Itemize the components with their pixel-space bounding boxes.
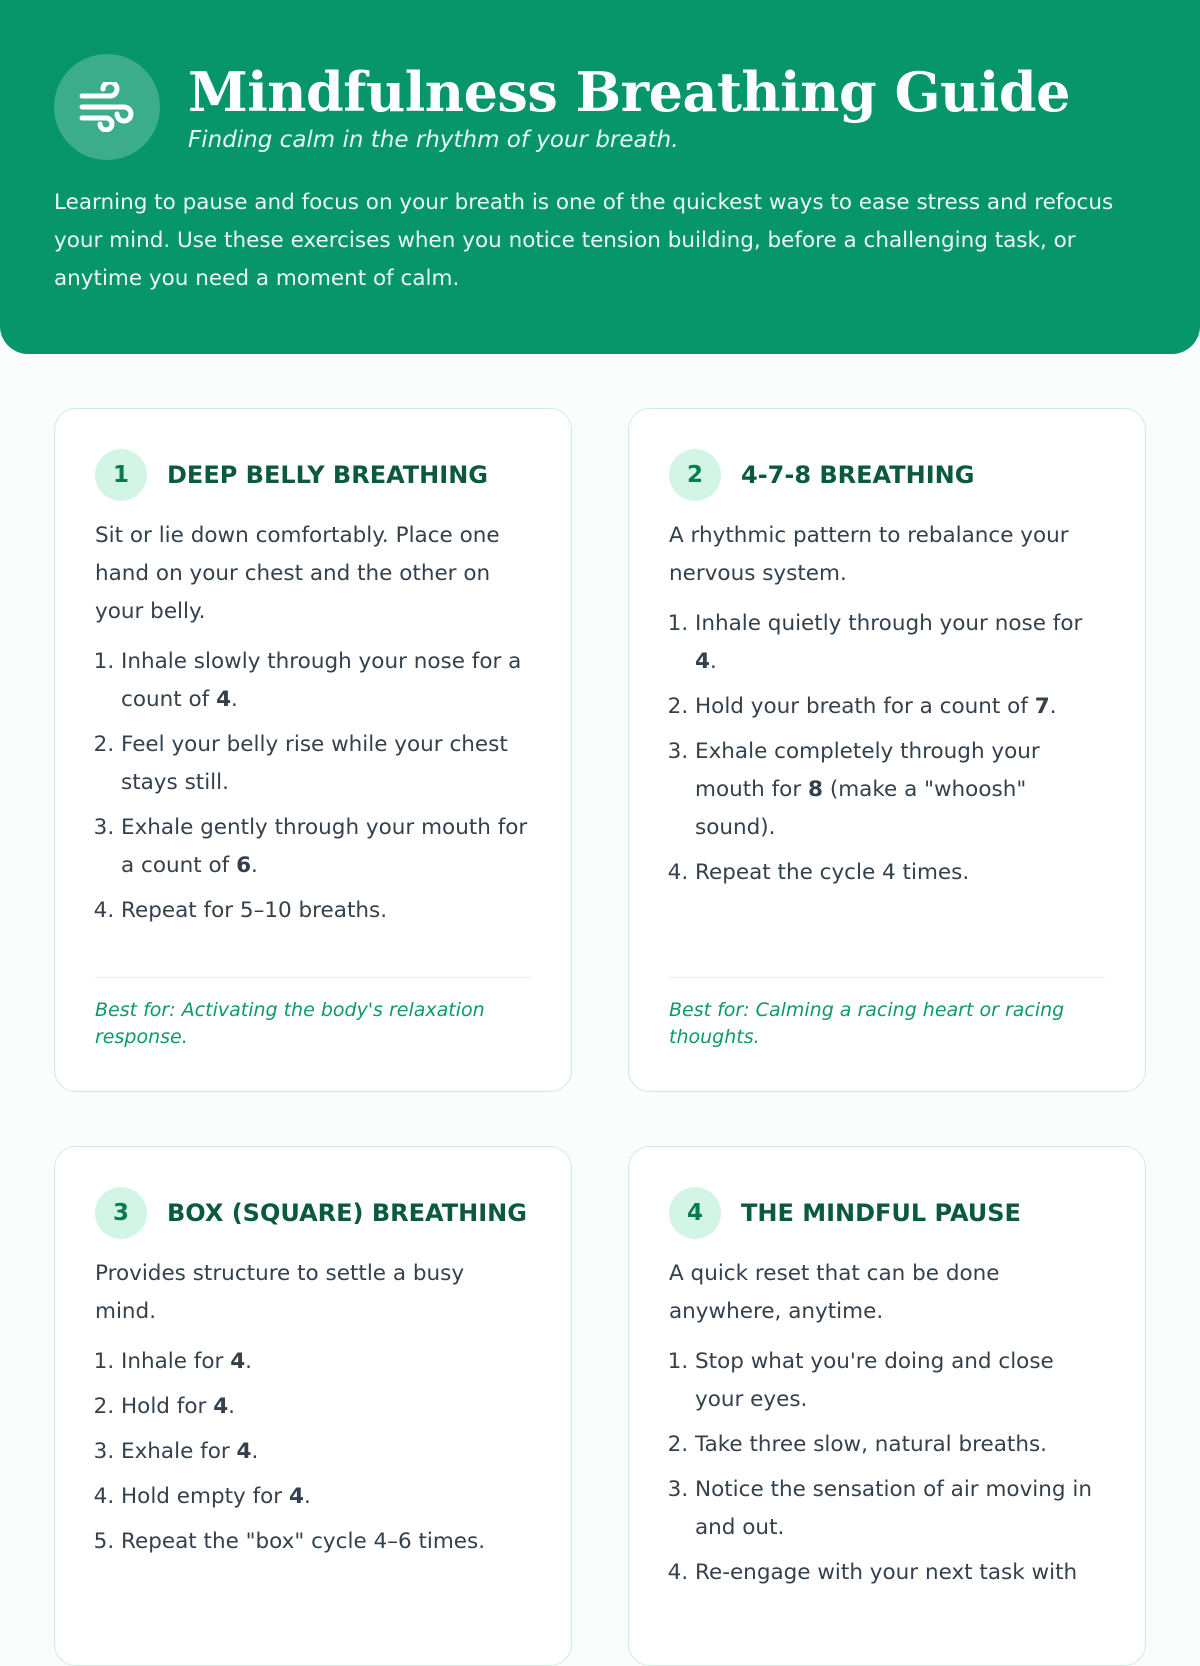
page-header [0,0,1200,354]
step-number-badge: 2 [669,449,721,501]
step-item: 2. Take three slow, natural breaths. [695,1426,1105,1464]
step-item: 5. Repeat the "box" cycle 4–6 times. [121,1523,531,1561]
card-header [669,449,1105,501]
step-count: 4 [288,1484,304,1509]
card-description: Provides structure to settle a busy mind. [95,1261,465,1324]
step-count: 4 [213,1394,229,1419]
step-item: 4. Hold empty for 4. [121,1478,531,1516]
steps-list [669,1343,1105,1592]
exercise-card [54,1146,572,1666]
divider [95,977,531,978]
page-title: Mindfulness Breathing Guide [188,60,1071,124]
card-description: A rhythmic pattern to rebalance your nervous system. [669,523,1069,586]
step-item: 3. Exhale completely through your mouth for 8 (make a "whoosh" sound). [695,733,1105,847]
card-title: 4-7-8 BREATHING [741,461,975,489]
exercise-card [628,1146,1146,1666]
wind-icon [54,54,160,160]
steps-list [95,1343,531,1561]
steps-list [669,605,1105,892]
wind-icon-graphic [76,82,138,132]
step-item: 3. Exhale gently through your mouth for a count of 6. [121,809,531,885]
steps-list [95,643,531,930]
step-count: 7 [1034,694,1050,719]
card-header [95,449,531,501]
card-title: BOX (SQUARE) BREATHING [167,1199,527,1227]
step-item: 2. Feel your belly rise while your chest stays still. [121,726,531,802]
step-item: 3. Exhale for 4. [121,1433,531,1471]
card-title: THE MINDFUL PAUSE [741,1199,1021,1227]
card-header [95,1187,531,1239]
step-number-badge: 4 [669,1187,721,1239]
step-item: 4. Re-engage with your next task with [695,1554,1105,1592]
header-titles [188,60,1070,154]
card-title: DEEP BELLY BREATHING [167,461,488,489]
card-description: A quick reset that can be done anywhere, anytime. [669,1261,1000,1324]
step-item: 2. Hold your breath for a count of 7. [695,688,1105,726]
intro-paragraph: Learning to pause and focus on your breath is one of the quickest ways to ease stress and refocus your mind. Use these exercises when you notice tension building, before a challenging task, or anytime you need a moment of calm. [54,190,1114,291]
step-item: 1. Stop what you're doing and close your eyes. [695,1343,1105,1419]
card-header [669,1187,1105,1239]
header-top [54,54,1146,160]
card-description: Sit or lie down comfortably. Place one hand on your chest and the other on your belly. [95,523,500,624]
step-count: 8 [808,777,823,802]
step-item: 1. Inhale for 4. [121,1343,531,1381]
step-item: 1. Inhale quietly through your nose for 4. [695,605,1105,681]
step-item: 2. Hold for 4. [121,1388,531,1426]
step-count: 6 [236,853,252,878]
step-number-badge: 1 [95,449,147,501]
best-for-note: Best for: Calming a racing heart or racing thoughts. [669,999,1065,1048]
step-count: 4 [236,1439,252,1464]
step-item: 4. Repeat for 5–10 breaths. [121,892,531,930]
exercise-card [628,408,1146,1092]
page-subtitle: Finding calm in the rhythm of your breath. [188,127,679,153]
best-for-note: Best for: Activating the body's relaxation response. [95,999,485,1048]
step-item: 4. Repeat the cycle 4 times. [695,854,1105,892]
step-item: 1. Inhale slowly through your nose for a count of 4. [121,643,531,719]
step-count: 4 [216,687,232,712]
step-item: 3. Notice the sensation of air moving in and out. [695,1471,1105,1547]
exercise-card [54,408,572,1092]
step-number-badge: 3 [95,1187,147,1239]
step-count: 4 [695,649,710,674]
step-count: 4 [230,1349,246,1374]
divider [669,977,1105,978]
